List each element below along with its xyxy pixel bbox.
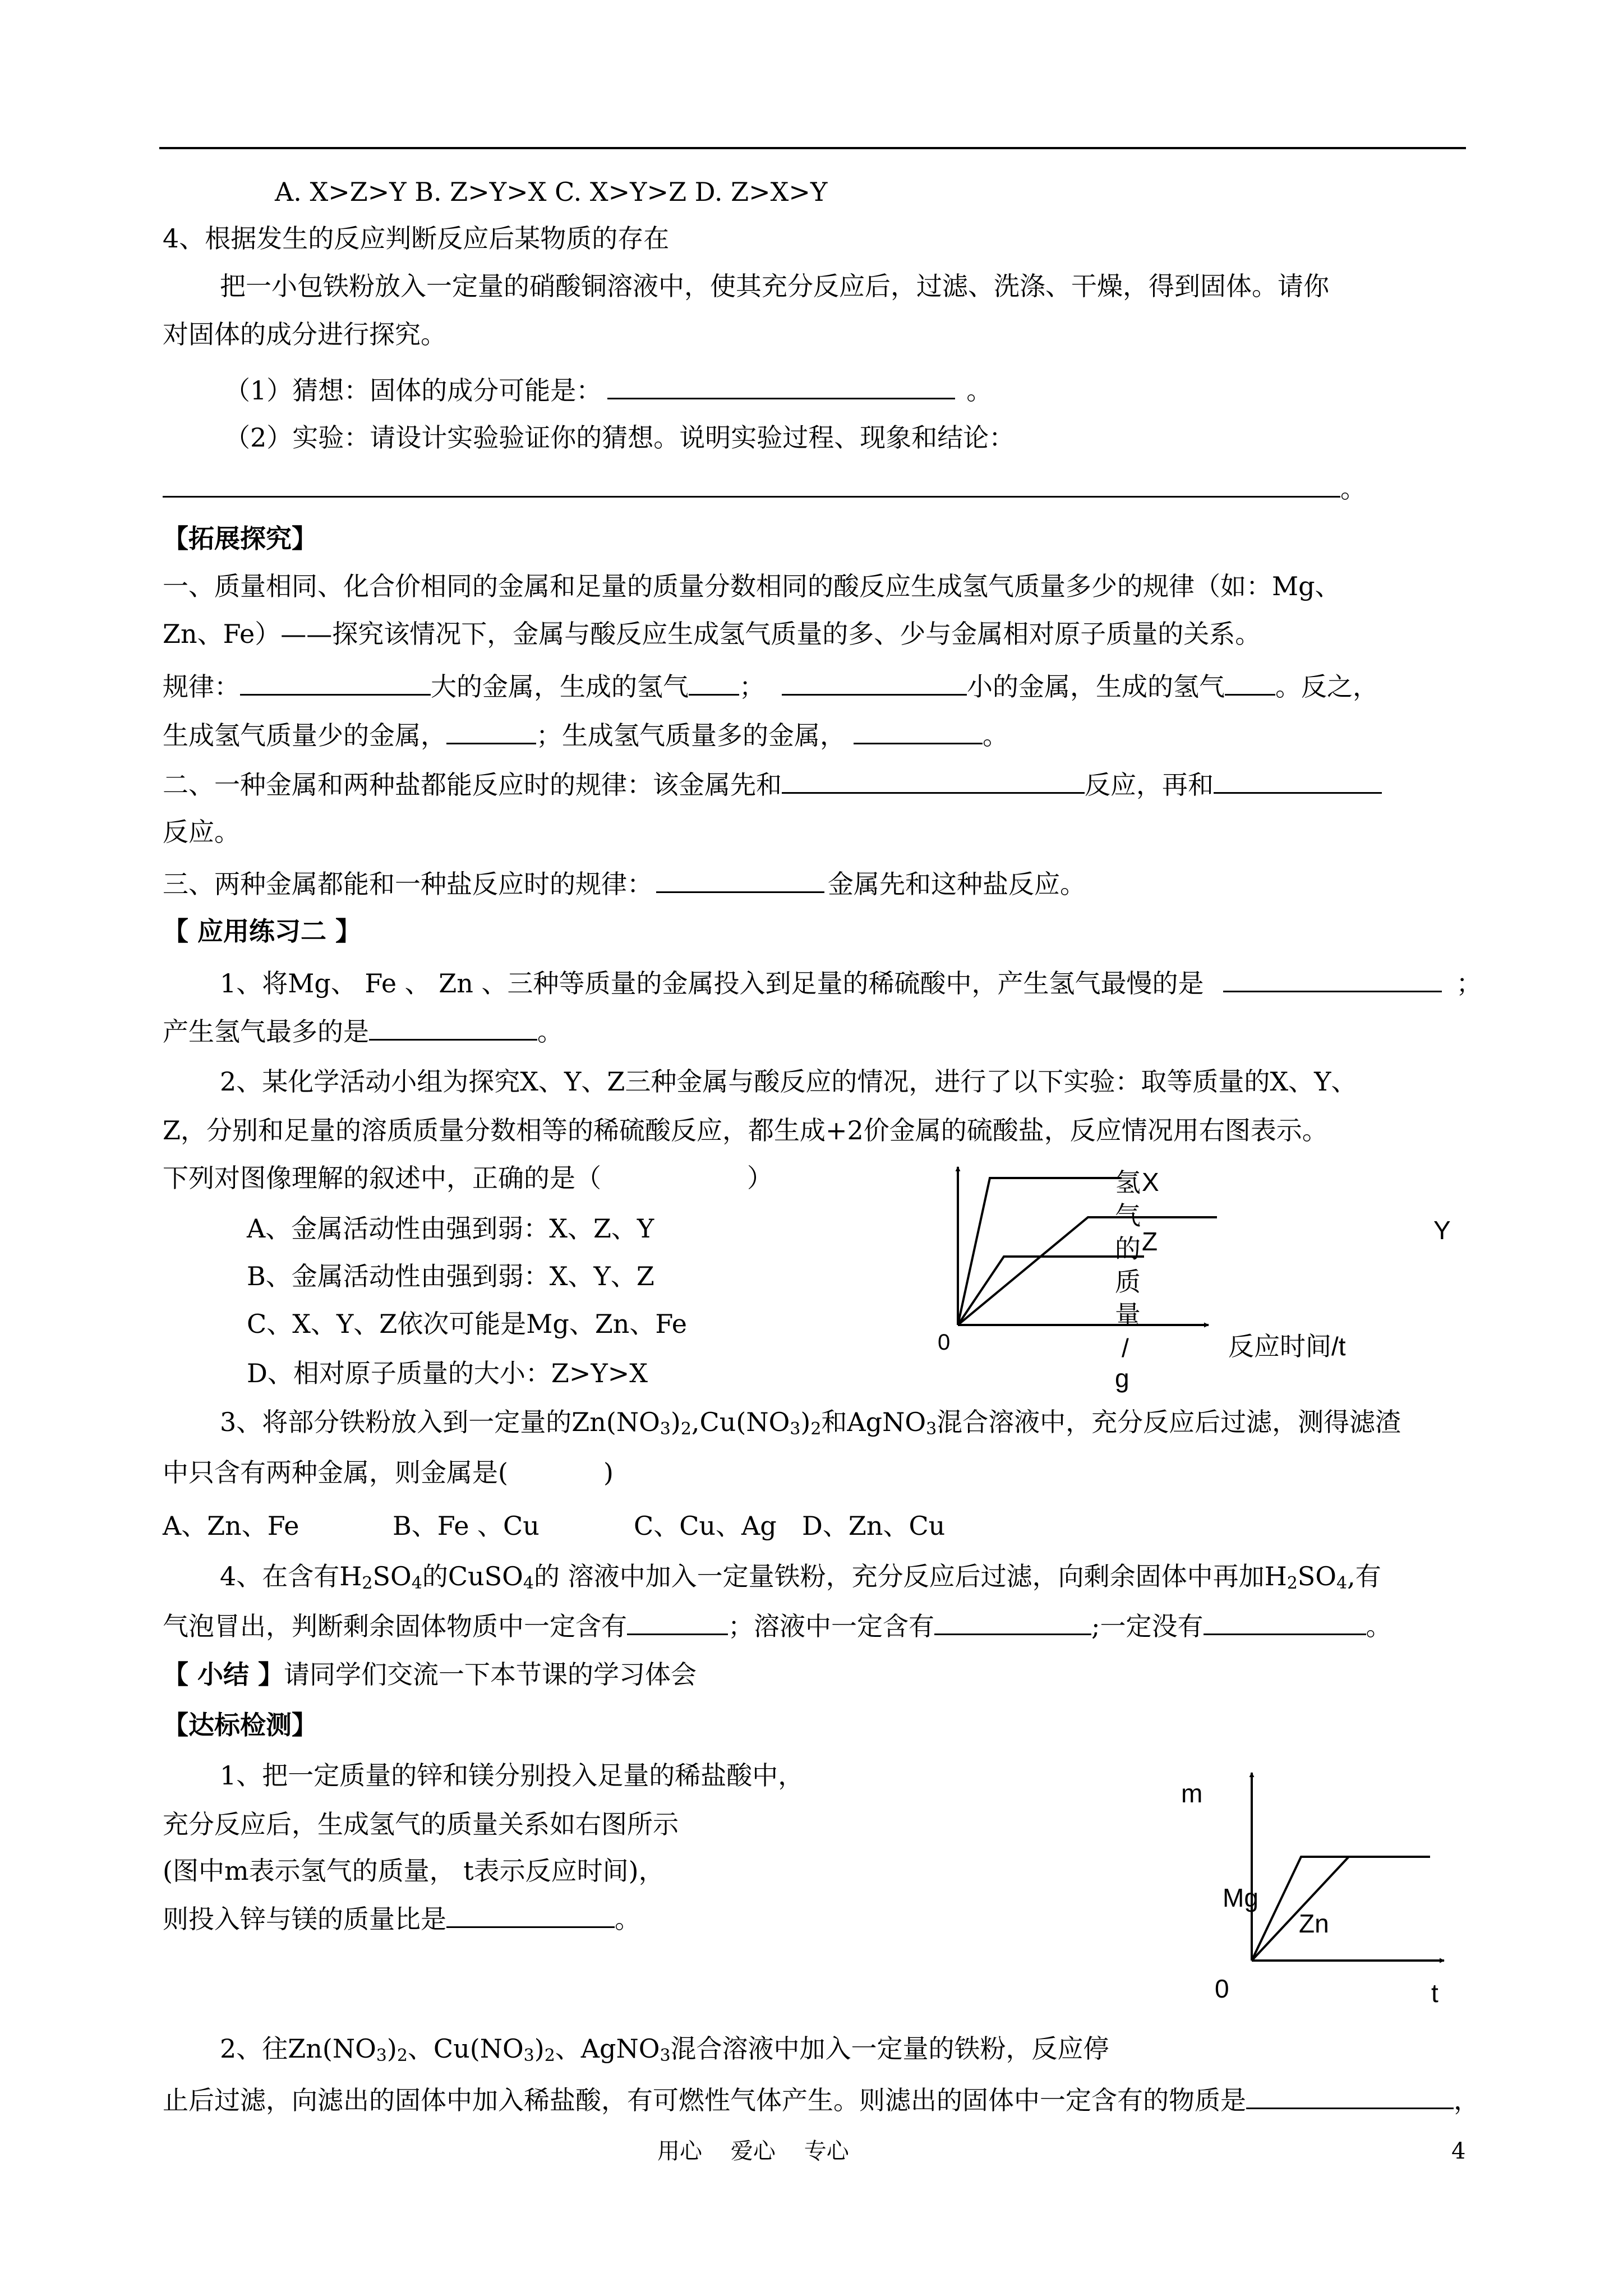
chart-1-ylabel-4: 质: [1115, 1267, 1141, 1296]
app-2-option-a: A、金属活动性由强到弱：X、Z、Y: [247, 1213, 654, 1244]
chart-1-ylabel-5: 量: [1115, 1300, 1141, 1329]
extension-2: 二、一种金属和两种盐都能反应时的规律：该金属先和 反应，再和: [163, 767, 1382, 802]
test-2-a: 2、往$Zn(NO_3)_2$、$Cu(NO_3)_2$、AgNO$_3$混合溶液中加入一定量的铁粉，反应停: [220, 2033, 1109, 2065]
section-4-title: 4、根据发生的反应判断反应后某物质的存在: [163, 223, 670, 254]
test-1-b: 充分反应后，生成氢气的质量关系如右图所示: [163, 1809, 679, 1839]
chart-1: [958, 1167, 1217, 1325]
chart-2-label-zn: Zn: [1299, 1909, 1329, 1938]
chart-2-origin: 0: [1215, 1974, 1229, 2003]
section-4-body-1: 把一小包铁粉放入一定量的硝酸铜溶液中，使其充分反应后，过滤、洗涤、干燥，得到固体。请你: [220, 271, 1329, 301]
extension-1-a: 一、质量相同、化合价相同的金属和足量的质量分数相同的酸反应生成氢气质量多少的规律（如：Mg、: [163, 571, 1341, 601]
rule-line-2: 生成氢气质量少的金属， ；生成氢气质量多的金属， 。: [163, 718, 1008, 752]
app-2-option-c: C、X、Y、Z依次可能是Mg、Zn、Fe: [247, 1309, 688, 1339]
chart-1-ylabel-1: 氢: [1115, 1168, 1141, 1197]
footer-motto: 用心 爱心 专心: [657, 2138, 849, 2164]
app-2-a: 2、某化学活动小组为探究X、Y、Z三种金属与酸反应的情况，进行了以下实验：取等质量的X、Y、: [220, 1066, 1357, 1097]
extension-3: 三、两种金属都能和一种盐反应时的规律： 金属先和这种盐反应。: [163, 867, 1086, 901]
chart-1-label-z: Z: [1142, 1227, 1158, 1256]
experiment-answer-line: 。: [163, 471, 1366, 505]
page-number: 4: [1451, 2138, 1466, 2164]
chart-1-ylabel-7: g: [1115, 1364, 1129, 1393]
app-3-b: 中只含有两种金属，则金属是( ): [163, 1457, 614, 1488]
summary-line: 【 小结 】请同学们交流一下本节课的学习体会: [163, 1659, 697, 1690]
chart-2-ylabel: m: [1181, 1779, 1203, 1808]
chart-1-ylabel-3: 的: [1115, 1234, 1141, 1263]
rule-line: 规律： 大的金属，生成的氢气 ； 小的金属，生成的氢气 。反之，: [163, 669, 1378, 703]
application-title: 【 应用练习二 】: [163, 916, 362, 946]
extension-1-b: Zn、Fe）——探究该情况下，金属与酸反应生成氢气质量的多、少与金属相对原子质量的关系。: [163, 619, 1261, 649]
chart-1-label-y: Y: [1433, 1216, 1451, 1245]
app-2-c: 下列对图像理解的叙述中，正确的是（ ）: [163, 1163, 773, 1193]
test-2-b: 止后过滤，向滤出的固体中加入稀盐酸，有可燃性气体产生。则滤出的固体中一定含有的物质是 ，: [163, 2083, 1479, 2117]
section-4-body-2: 对固体的成分进行探究。: [163, 319, 446, 349]
extension-2-end: 反应。: [163, 817, 240, 847]
app-4-a: 4、在含有$H_2SO_4$的CuSO$_4$的 溶液中加入一定量铁粉，充分反应后过滤，向剩余固体中再加$H_2SO_4$,有: [220, 1561, 1381, 1593]
chart-1-ylabel-6: /: [1122, 1333, 1129, 1363]
app-3-option-b: B、Fe 、Cu: [393, 1511, 540, 1541]
app-4-b: 气泡冒出，判断剩余固体物质中一定含有 ；溶液中一定含有 ;一定没有 。: [163, 1609, 1392, 1643]
app-3-a: 3、将部分铁粉放入到一定量的$Zn(NO_3)_2,Cu(NO_3)_2$和AgNO$_3$混合溶液中，充分反应后过滤，测得滤渣: [220, 1407, 1401, 1439]
chart-1-label-x: X: [1142, 1167, 1159, 1197]
q3-options: A. X>Z>Y B. Z>Y>X C. X>Y>Z D. Z>X>Y: [275, 177, 828, 207]
test-title: 【达标检测】: [163, 1710, 317, 1740]
test-1-d: 则投入锌与镁的质量比是 。: [163, 1902, 640, 1936]
section-4-experiment: （2）实验：请设计实验验证你的猜想。说明实验过程、现象和结论：: [224, 422, 1015, 453]
curve-mg: [1252, 1857, 1430, 1961]
test-1-a: 1、把一定质量的锌和镁分别投入足量的稀盐酸中，: [220, 1760, 804, 1791]
app-1-b: 产生氢气最多的是 。: [163, 1014, 563, 1048]
app-3-option-a: A、Zn、Fe: [163, 1511, 299, 1541]
app-2-option-b: B、金属活动性由强到弱：X、Y、Z: [247, 1261, 654, 1291]
chart-1-origin: 0: [938, 1330, 951, 1355]
app-2-b: Z，分别和足量的溶质质量分数相等的稀硫酸反应，都生成+2价金属的硫酸盐，反应情况用右图表示。: [163, 1115, 1328, 1145]
chart-2-label-mg: Mg: [1223, 1883, 1258, 1912]
app-3-option-c: C、Cu、Ag: [634, 1511, 777, 1541]
curve-y: [958, 1217, 1217, 1325]
curve-x: [958, 1178, 1122, 1325]
chart-1-xlabel: 反应时间/t: [1228, 1332, 1346, 1361]
app-1-a: 1、将Mg、 Fe 、 Zn 、三种等质量的金属投入到足量的稀硫酸中，产生氢气最慢的是 ；: [220, 966, 1482, 1000]
chart-1-ylabel-2: 气: [1115, 1201, 1141, 1230]
section-4-guess: （1）猜想：固体的成分可能是： 。: [224, 373, 992, 407]
test-1-c: (图中m表示氢气的质量， t表示反应时间)，: [163, 1856, 665, 1886]
app-3-option-d: D、Zn、Cu: [802, 1511, 946, 1541]
app-2-option-d: D、相对原子质量的大小：Z>Y>X: [247, 1358, 648, 1388]
chart-2-xlabel: t: [1431, 1978, 1438, 2008]
extension-title: 【拓展探究】: [163, 523, 317, 554]
chart-2: [1252, 1773, 1444, 1961]
